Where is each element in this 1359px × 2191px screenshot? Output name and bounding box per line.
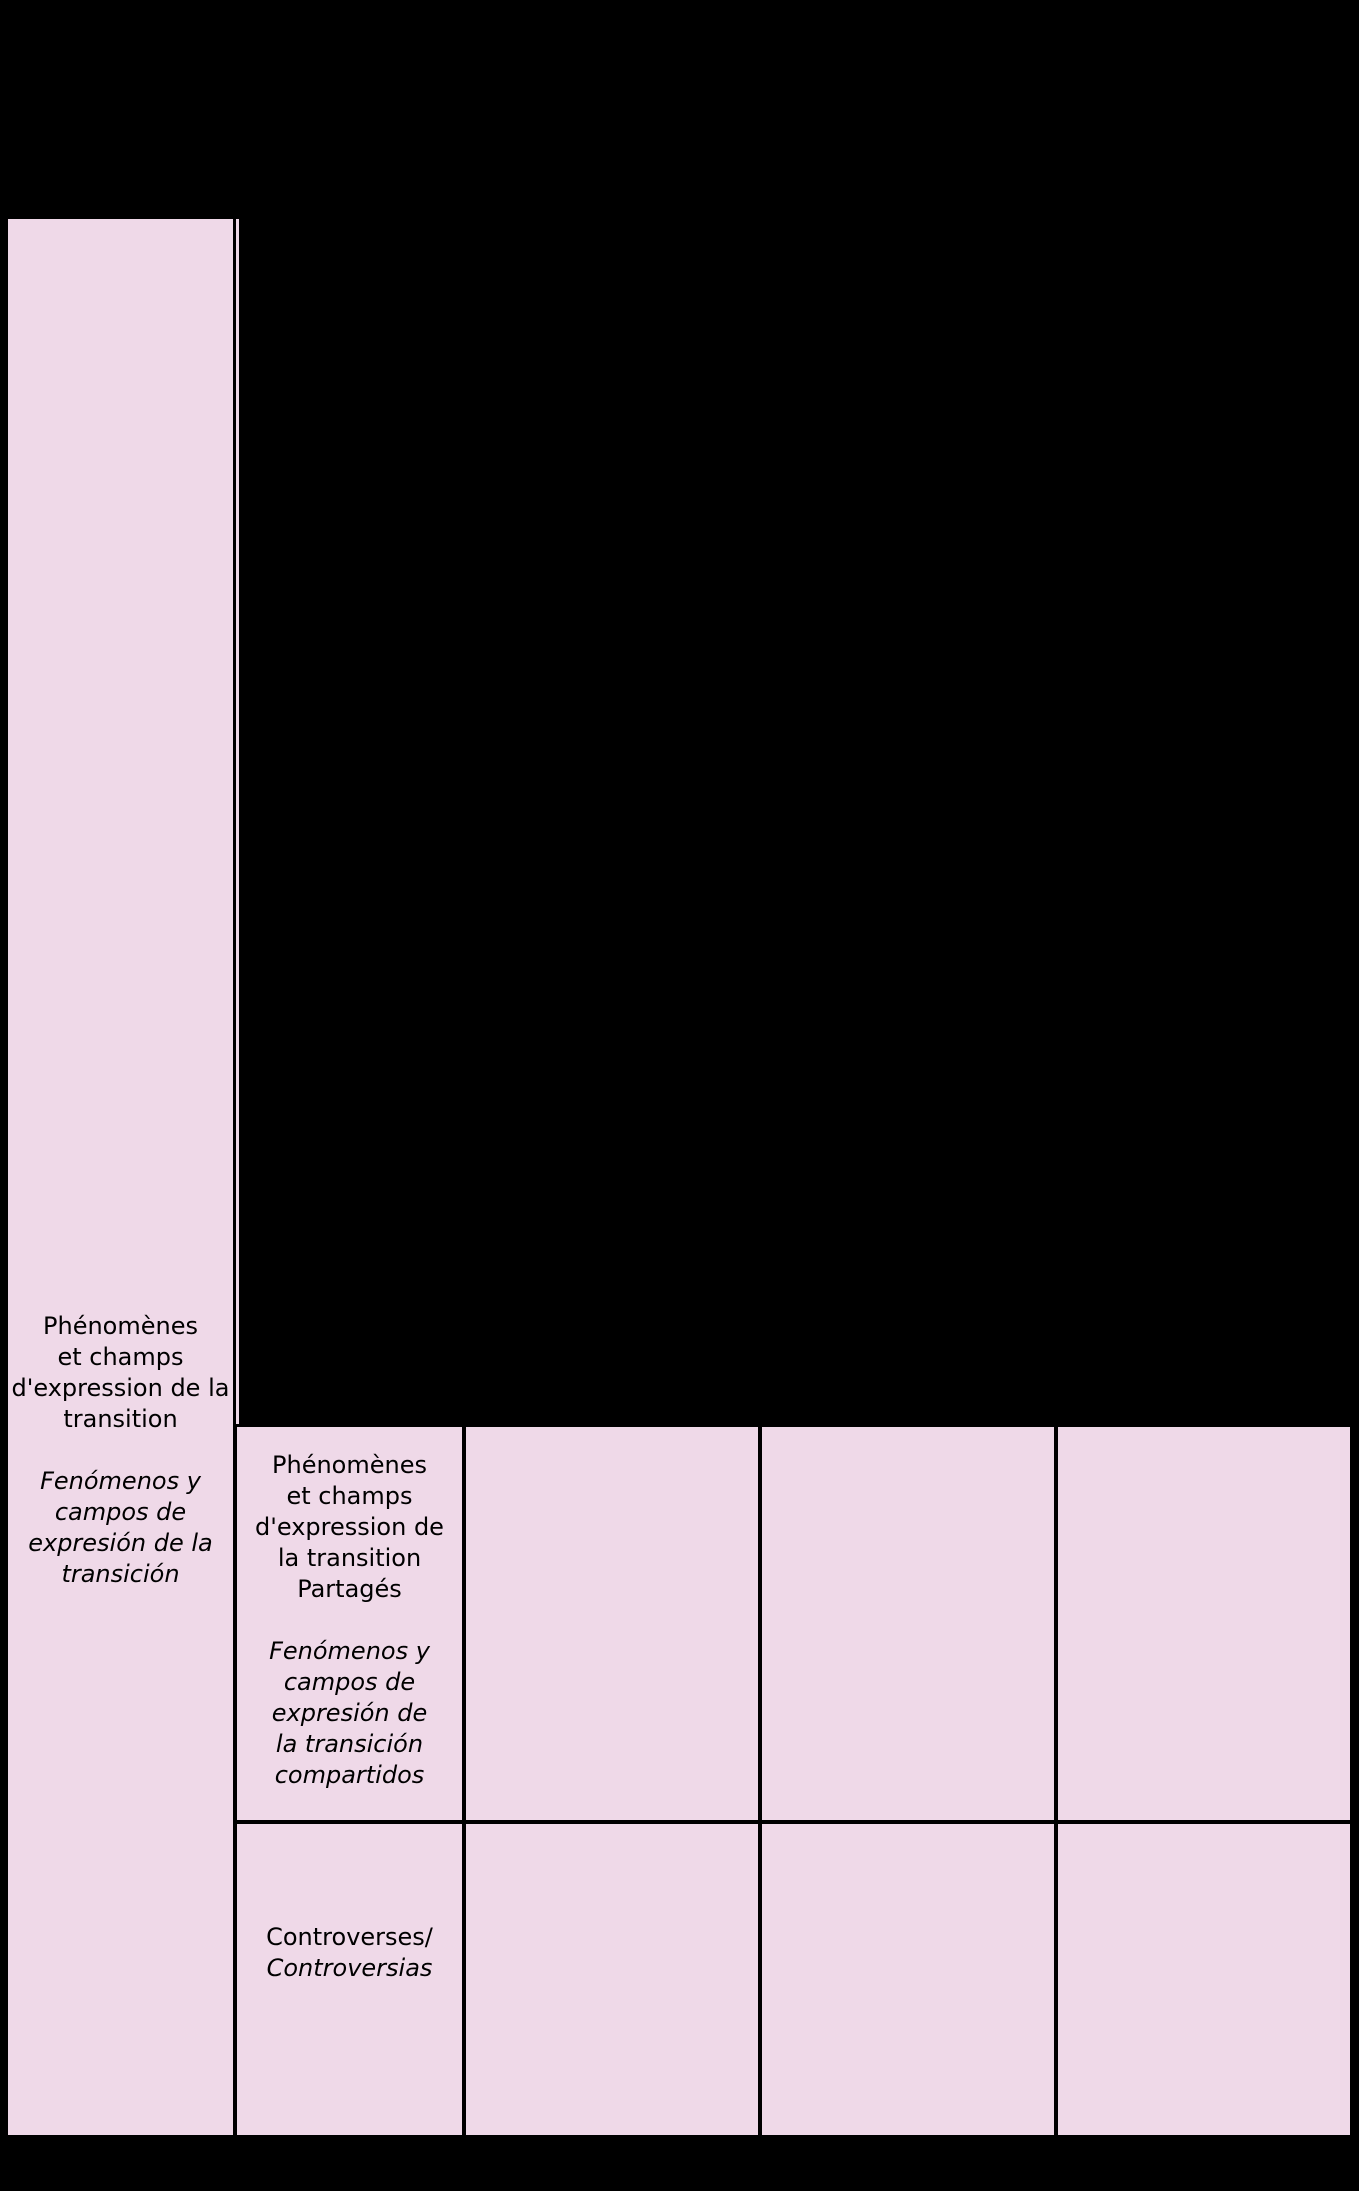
row-header-shared-phenomena: [237, 1427, 462, 1820]
table-cell-empty: [1058, 1824, 1350, 2135]
row-header-fr-line: d'expression de: [255, 1513, 444, 1541]
row-header-es-line: compartidos: [274, 1761, 425, 1789]
left-category-es-line: transición: [61, 1560, 180, 1588]
row-header-fr-line: Phénomènes: [272, 1451, 427, 1479]
line-gap: [8, 1435, 233, 1466]
row-header-fr-line: la transition: [277, 1544, 422, 1572]
row-header-es-line: expresión de: [271, 1699, 428, 1727]
row-header-es-line: campos de: [283, 1668, 416, 1696]
row-header-es-line: Fenómenos y: [269, 1637, 430, 1665]
left-category-cell: [8, 219, 233, 2135]
row-header-controversies: [237, 1824, 462, 2135]
row-header-fr-line: et champs: [286, 1482, 413, 1510]
row-header-label: [237, 1450, 462, 1791]
row-header-fr-line: Partagés: [297, 1575, 402, 1603]
left-category-es-line: campos de: [54, 1498, 187, 1526]
column-divider: [236, 219, 239, 1424]
left-category-label: [8, 1311, 233, 1590]
left-category-es-line: Fenómenos y: [40, 1467, 201, 1495]
row-header-es-line: la transición: [275, 1730, 424, 1758]
row-header-es-line: Controversias: [266, 1954, 433, 1982]
row-header-label: [237, 1922, 462, 1984]
table-cell-empty: [1058, 1427, 1350, 1820]
left-category-es-line: expresión de la: [28, 1529, 213, 1557]
table-cell-empty: [762, 1824, 1054, 2135]
left-category-fr-line: d'expression de la: [11, 1374, 230, 1402]
left-category-fr-line: transition: [63, 1405, 178, 1433]
table-cell-empty: [466, 1427, 758, 1820]
table-cell-empty: [762, 1427, 1054, 1820]
left-category-fr-line: et champs: [57, 1343, 184, 1371]
table-cell-empty: [466, 1824, 758, 2135]
left-category-fr-line: Phénomènes: [43, 1312, 198, 1340]
row-header-fr-line: Controverses/: [266, 1923, 433, 1951]
line-gap: [237, 1605, 462, 1636]
